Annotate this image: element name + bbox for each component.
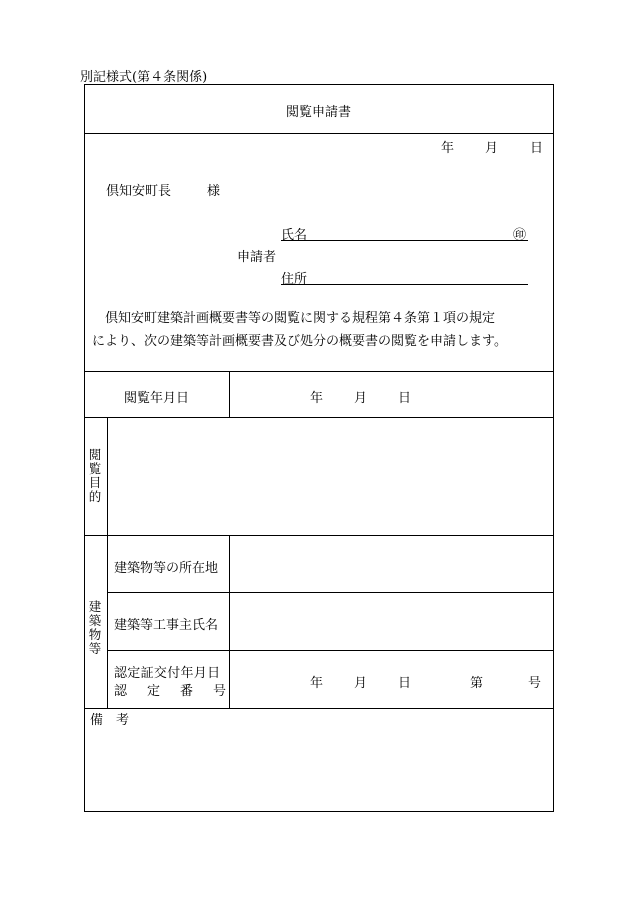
address-field[interactable]	[281, 269, 528, 285]
address-label: 住所	[281, 272, 308, 287]
cert-number-char: 定	[146, 684, 160, 699]
rule-title	[84, 133, 554, 134]
cert-number-label	[114, 680, 226, 699]
honorific: 様	[207, 184, 221, 199]
owner-field[interactable]	[230, 593, 553, 650]
view-date-year: 年	[310, 391, 324, 406]
cert-no-prefix: 第	[470, 676, 484, 691]
applicant-label: 申請者	[237, 250, 277, 265]
cert-day: 日	[398, 676, 412, 691]
statement-line-2: により、次の建築等計画概要書及び処分の概要書の閲覧を申請します。	[92, 334, 507, 349]
view-date-label: 閲覧年月日	[124, 391, 190, 406]
seal-mark: ㊞	[513, 228, 527, 243]
cert-field[interactable]	[230, 651, 553, 708]
view-date-day: 日	[398, 391, 412, 406]
addressee: 倶知安町長	[106, 184, 172, 199]
purpose-label: 閲覧目的	[88, 447, 102, 504]
date-day-label: 日	[530, 141, 544, 156]
remarks-label: 備 考	[90, 713, 130, 728]
cert-date-label: 認定証交付年月日	[114, 666, 221, 681]
purpose-field[interactable]	[108, 418, 553, 534]
location-field[interactable]	[230, 536, 553, 592]
form-title: 閲覧申請書	[286, 105, 352, 120]
cert-year: 年	[310, 676, 324, 691]
owner-label: 建築等工事主氏名	[114, 618, 219, 633]
cert-month: 月	[354, 676, 368, 691]
date-month-label: 月	[485, 141, 499, 156]
building-group-label: 建築物等	[88, 599, 102, 656]
location-label: 建築物等の所在地	[114, 561, 219, 576]
cert-no-suffix: 号	[528, 676, 542, 691]
date-year-label: 年	[441, 141, 455, 156]
name-label: 氏名	[281, 228, 308, 243]
name-field[interactable]	[281, 225, 528, 241]
cert-number-char: 認	[114, 684, 128, 699]
form-style-label: 別記様式(第４条関係)	[80, 70, 208, 85]
remarks-field[interactable]	[85, 728, 553, 811]
rule-cert	[84, 708, 554, 709]
view-date-month: 月	[354, 391, 368, 406]
cert-number-char: 号	[212, 684, 226, 699]
statement-line-1: 倶知安町建築計画概要書等の閲覧に関する規程第４条第１項の規定	[105, 311, 496, 326]
cert-number-char: 番	[179, 684, 193, 699]
view-date-field[interactable]	[230, 372, 553, 416]
